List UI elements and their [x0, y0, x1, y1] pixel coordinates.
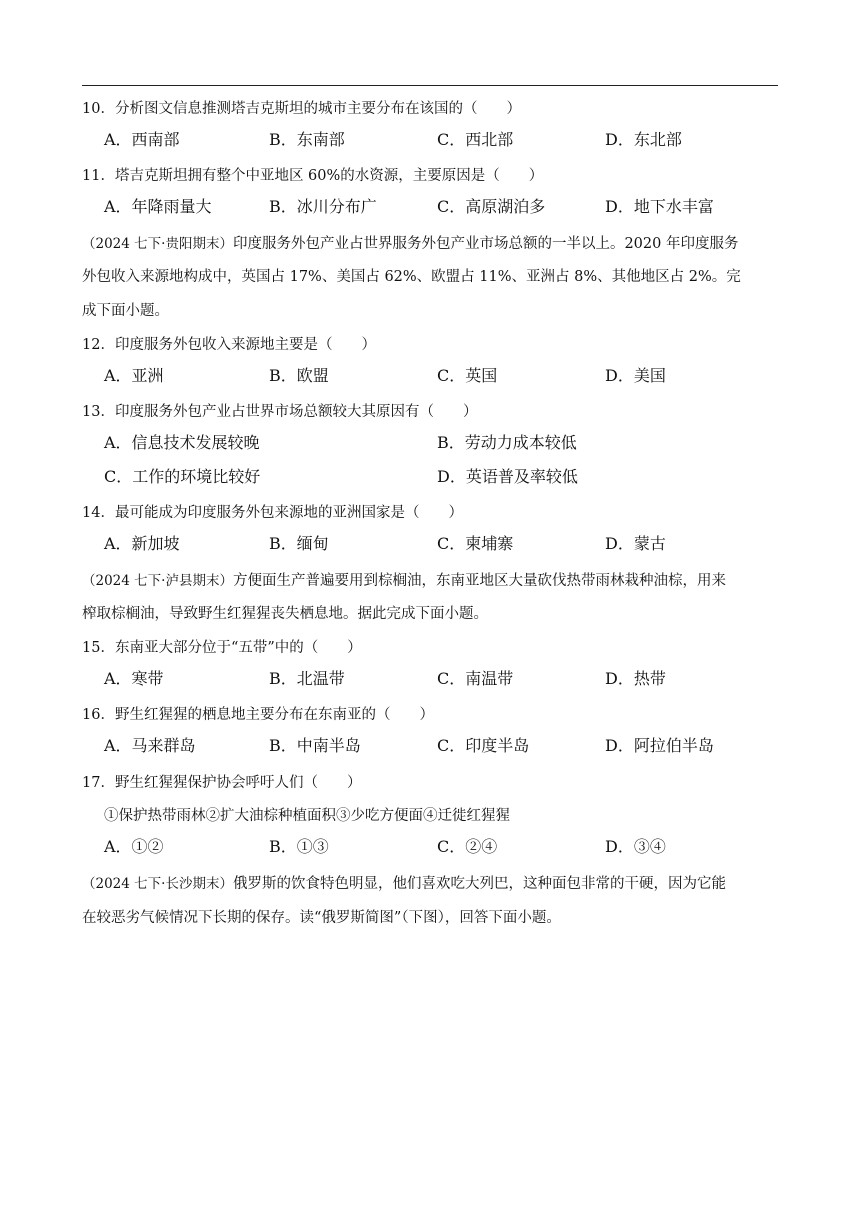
- header-rule: [82, 85, 778, 86]
- option-b[interactable]: B．北温带: [269, 668, 345, 688]
- option-d[interactable]: D．东北部: [605, 129, 682, 149]
- option-a[interactable]: A．寒带: [104, 668, 164, 688]
- passage-line: 在较恶劣气候情况下长期的保存。读“俄罗斯简图”（下图），回答下面小题。: [82, 909, 561, 926]
- option-row: [82, 363, 782, 397]
- option-b[interactable]: B．冰川分布广: [269, 197, 377, 217]
- option-row: [82, 464, 782, 498]
- option-a[interactable]: A．①②: [104, 837, 164, 857]
- option-b[interactable]: B．缅甸: [269, 533, 329, 553]
- option-d[interactable]: D．阿拉伯半岛: [605, 736, 714, 756]
- passage-line: [82, 868, 782, 902]
- option-row: [82, 666, 782, 700]
- passage-text: 印度服务外包产业占世界服务外包产业市场总额的一半以上。2020 年印度服务: [232, 235, 739, 252]
- question-stem: 15．东南亚大部分位于“五带”中的（ ）: [82, 640, 362, 656]
- option-d[interactable]: D．蒙古: [605, 533, 666, 553]
- option-row: [82, 733, 782, 767]
- question-stem: 13．印度服务外包产业占世界市场总额较大其原因有（ ）: [82, 404, 478, 421]
- option-c[interactable]: C．南温带: [437, 668, 514, 688]
- option-a[interactable]: A．年降雨量大: [104, 197, 212, 217]
- option-a[interactable]: A．信息技术发展较晚: [104, 432, 260, 452]
- question-stem: 10．分析图文信息推测塔吉克斯坦的城市主要分布在该国的（ ）: [82, 101, 521, 117]
- option-b[interactable]: B．劳动力成本较低: [437, 432, 577, 452]
- passage-line: [82, 565, 782, 599]
- question-stem: 16．野生红猩猩的栖息地主要分布在东南亚的（ ）: [82, 707, 434, 724]
- option-b[interactable]: B．中南半岛: [269, 736, 361, 756]
- option-d[interactable]: D．热带: [605, 668, 666, 688]
- option-c[interactable]: C．工作的环境比较好: [104, 466, 261, 486]
- passage-line: [82, 228, 782, 262]
- option-c[interactable]: C．②④: [437, 837, 498, 857]
- passage-line: 外包收入来源地构成中，英国占 17%、美国占 62%、欧盟占 11%、亚洲占 8%、其他地区占 2%。完: [82, 269, 741, 286]
- option-b[interactable]: B．①③: [269, 837, 329, 857]
- option-row: [82, 531, 782, 565]
- passage-source: （2024 七下·泸县期末）: [82, 572, 233, 589]
- option-c[interactable]: C．西北部: [437, 129, 514, 149]
- option-b[interactable]: B．欧盟: [269, 365, 329, 385]
- option-d[interactable]: D．地下水丰富: [605, 197, 714, 217]
- question-stem: 12．印度服务外包收入来源地主要是（ ）: [82, 336, 376, 353]
- option-row: [82, 834, 782, 868]
- option-d[interactable]: D．③④: [605, 837, 666, 857]
- passage-line: 成下面小题。: [82, 303, 169, 320]
- passage-source: （2024 七下·长沙期末）: [82, 875, 233, 892]
- option-c[interactable]: C．高原湖泊多: [437, 197, 546, 217]
- passage-source: （2024 七下·贵阳期末）: [82, 235, 233, 252]
- option-d[interactable]: D．美国: [605, 365, 666, 385]
- option-b[interactable]: B．东南部: [269, 129, 345, 149]
- option-a[interactable]: A．西南部: [104, 129, 180, 149]
- question-stem: 11．塔吉克斯坦拥有整个中亚地区 60%的水资源，主要原因是（ ）: [82, 168, 544, 185]
- option-a[interactable]: A．新加坡: [104, 533, 180, 553]
- question-stem: 14．最可能成为印度服务外包来源地的亚洲国家是（ ）: [82, 505, 463, 522]
- option-a[interactable]: A．亚洲: [104, 365, 164, 385]
- question-stem: 17．野生红猩猩保护协会呼吁人们（ ）: [82, 774, 362, 791]
- option-d[interactable]: D．英语普及率较低: [437, 466, 578, 486]
- option-row: [82, 194, 782, 228]
- statement-list: ①保护热带雨林②扩大油棕种植面积③少吃方便面④迁徙红猩猩: [104, 808, 510, 825]
- passage-text: 俄罗斯的饮食特色明显，他们喜欢吃大列巴，这种面包非常的干硬，因为它能: [232, 875, 726, 892]
- option-c[interactable]: C．柬埔寨: [437, 533, 514, 553]
- option-a[interactable]: A．马来群岛: [104, 736, 196, 756]
- option-c[interactable]: C．印度半岛: [437, 736, 530, 756]
- option-row: [82, 127, 782, 161]
- option-c[interactable]: C．英国: [437, 365, 498, 385]
- option-row: [82, 430, 782, 464]
- passage-line: 榨取棕榈油，导致野生红猩猩丧失栖息地。据此完成下面小题。: [82, 606, 488, 623]
- passage-text: 方便面生产普遍要用到棕榈油，东南亚地区大量砍伐热带雨林栽种油棕，用来: [232, 572, 726, 589]
- question-content: [82, 93, 782, 935]
